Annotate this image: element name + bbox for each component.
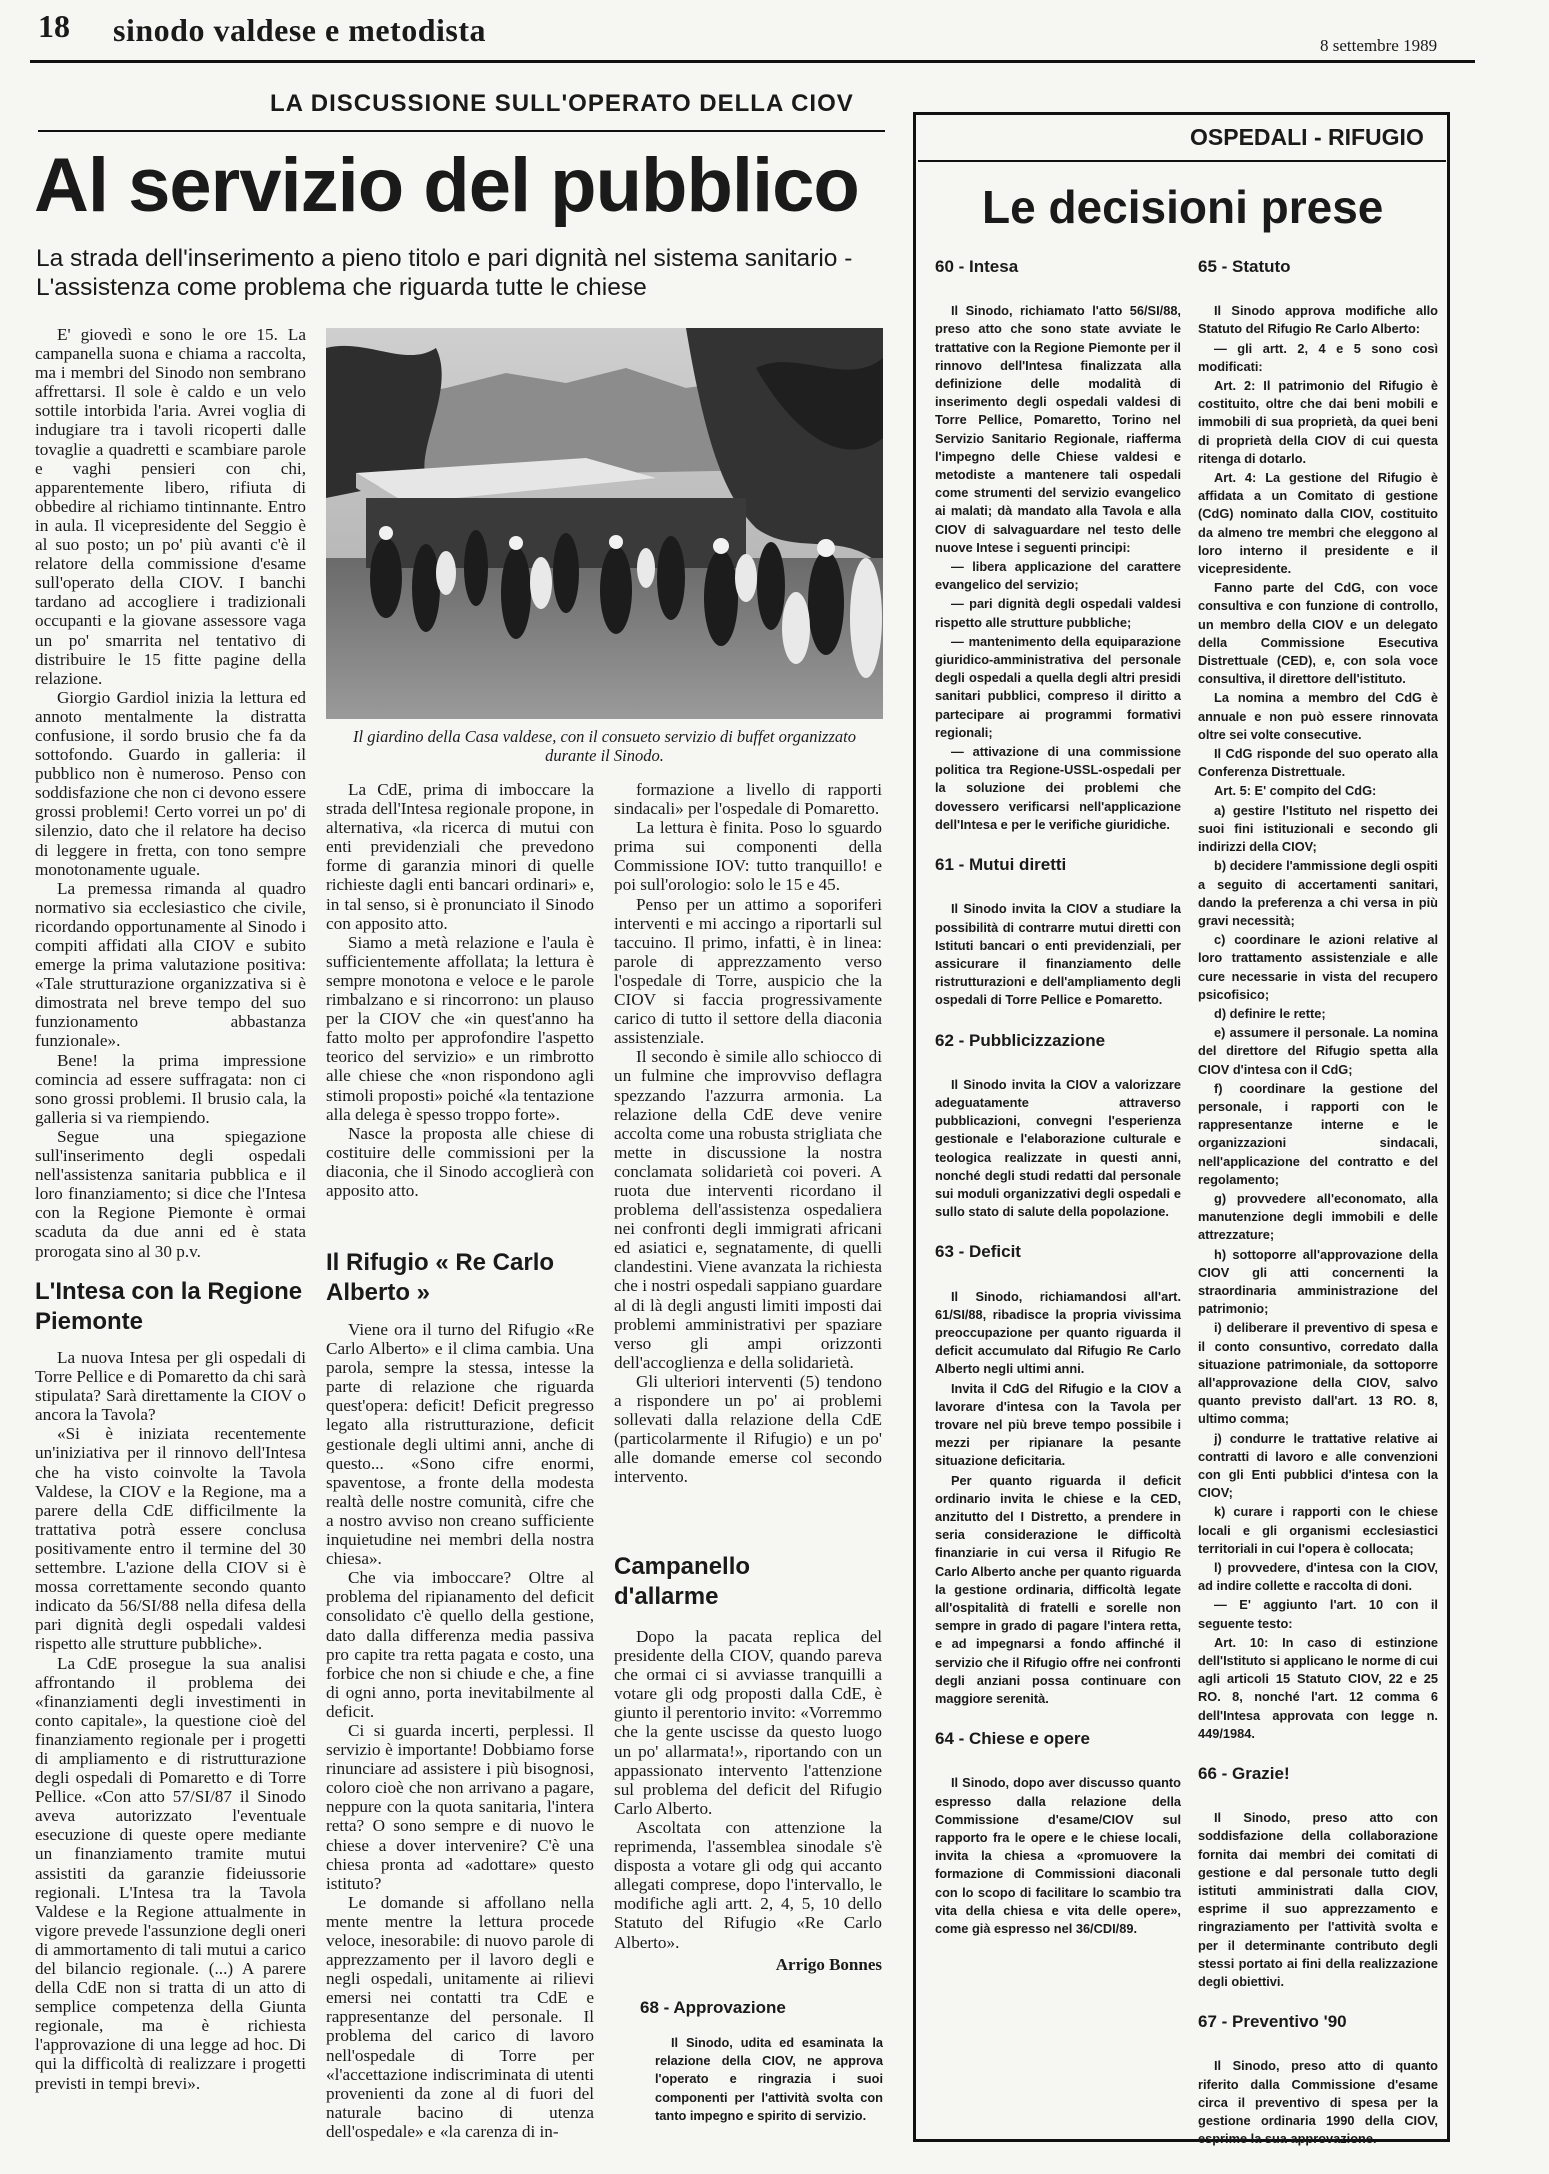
subhead-campanello: Campanello d'allarme [614,1553,751,1610]
article-column-1b [35,1348,306,2133]
decision-paragraph: Art. 4: La gestione del Rifugio è affidata a un Comitato di gestione (CdG) nominato dalla CIOV, costituito da almeno tre membri che eleggono al loro interno il presidente e il vicepresidente. [1198,470,1438,577]
decision-title: 61 - Mutui diretti [935,855,1067,875]
sidebar-right-column [1198,257,1438,2147]
decision-paragraph: Il Sinodo approva modifiche allo Statuto del Rifugio Re Carlo Alberto: [1198,303,1438,337]
decision-paragraph: — libera applicazione del carattere evangelico del servizio; [935,559,1181,593]
article-column-2b [326,1320,594,2141]
decision-title: 60 - Intesa [935,257,1019,276]
sidebar-left-column [935,258,1181,2118]
decision-paragraph: Il CdG risponde del suo operato alla Conferenza Distrettuale. [1198,746,1438,780]
col1-paragraph: La premessa rimanda al quadro normativo sia ecclesiastico che civile, ricordando opportunamente al Sinodo i compiti affidati alla CIOV e subito emerge la prima valutazione positiva: «Tale strutturazione organizzativa si è dimostrata nel breve tempo del suo funzionamento abbastanza funzionale». [35,878,306,1051]
decision-paragraph: d) definire le rette; [1214,1005,1326,1021]
decision-paragraph: Art. 2: Il patrimonio del Rifugio è costituito, oltre che dai beni mobili e immobili di sua proprietà, da quei beni di proprietà della CIOV di cui questa ritenga di dotarlo. [1198,378,1438,466]
decision-paragraph: Per quanto riguarda il deficit ordinario invita le chiese e la CED, anzitutto del I Distretto, a prendere in seria considerazione le difficoltà finanziarie in cui versa il Rifugio Re Carlo Alberto anche per quanto riguarda la gestione ordinaria, difficoltà legate all'ospitalità di fratelli e sorelle non sempre in grado di pagare l'intera retta, e ad impegnarsi a fondo affinché il servizio che il Rifugio offre nei confronti degli anziani possa continuare con maggiore serenità. [935,1472,1181,1707]
col3-paragraph: La lettura è finita. Poso lo sguardo prima sui componenti della Commissione IOV: tutto tranquillo! e poi sull'orologio: solo le 15 e 45. [614,818,882,895]
article-column-2 [326,780,594,1202]
col1-paragraph: Giorgio Gardiol inizia la lettura ed annoto mentalmente la distratta confusione, il sordo brusio che fa da sottofondo. Guardo in galleria: il pubblico non è numeroso. Penso con soddisfazione che non ci devono essere grossi problemi! Certo vorrei un po' di silenzio, dato che il relatore ha deciso di leggere in fretta, con tono sempre monotonamente uguale. [35,687,306,879]
subhead-intesa: L'Intesa con la Regione Piemonte [35,1278,303,1335]
col2-paragraph: Siamo a metà relazione e l'aula è sufficientemente affollata; la lettura è sempre monotona e veloce e le parole rimbalzano e si rincorrono: un plauso per la CIOV che «in quest'anno ha fatto molto per approfondire l'aspetto teorico del servizio» e un rimbrotto alle chiese che «non rispondono agli stimoli proposti» poiché «la tentazione alla delega è spesso troppo forte». [326,932,594,1124]
decision-68-title: 68 - Approvazione [640,1998,786,2017]
decision-title: 66 - Grazie! [1198,1764,1290,1784]
decision-title: 63 - Deficit [935,1242,1021,1262]
decision-paragraph: — pari dignità degli ospedali valdesi rispetto alle strutture pubbliche; [935,596,1181,630]
sidebar-title: Le decisioni prese [982,181,1384,233]
garden-photo-image [326,328,883,719]
col3-paragraph: formazione a livello di rapporti sindacali» per l'ospedale di Pomaretto. [614,780,882,819]
decision-paragraph: Il Sinodo invita la CIOV a valorizzare adeguatamente attraverso pubblicazioni, convegni l'esperienza gestionale e l'elaborazione culturale e teologica realizzate in questi anni, nonché degli studi redatti dal personale sui moduli organizzativi degli ospedali e sullo stato di salute della popolazione. [935,1076,1181,1220]
decision-paragraph: Il Sinodo, richiamandosi all'art. 61/SI/88, ribadisce la propria vivissima preoccupazione per quanto riguarda il deficit accumulato dal Rifugio Re Carlo Alberto negli ultimi anni. [935,1288,1181,1377]
col2-paragraph: Viene ora il turno del Rifugio «Re Carlo Alberto» e il clima cambia. Una parola, sempre la stessa, intesse la parte di relazione che riguarda quest'opera: deficit! Deficit pregresso legato alla ristrutturazione, deficit gestionale degli ultimi anni, anche di questo... «Sono cifre enormi, spaventose, a fronte della modesta realtà delle nostre comunità, cifre che a nostro avviso non creano sufficiente inquietudine nei membri della nostra chiesa». [326,1320,594,1569]
decision-paragraph: e) assumere il personale. La nomina del direttore del Rifugio spetta alla CIOV d'intesa con il CdG; [1198,1025,1438,1077]
col3-paragraph: Penso per un attimo a soporiferi interventi e mi accingo a riportarli sul taccuino. Il primo, infatti, è in linea: parole di apprezzamento verso l'ospedale di Torre, auspicio che la CIOV si faccia progressivamente carico di tutto il settore della diaconia assistenziale. [614,894,882,1048]
decision-paragraph: j) condurre le trattative relative ai contratti di lavoro e alle convenzioni con gli Enti pubblici d'intesa con la CIOV; [1198,1430,1438,1501]
decision-paragraph: Il Sinodo, dopo aver discusso quanto espresso dalla relazione della Commissione d'esame/CIOV sul rapporto fra le opere e le chiese locali, invita la chiesa a «promuovere la formazione di Commissioni diaconali con lo scopo di facilitare lo scambio tra vita della chiesa e vita delle opere», come già espresso nel 36/CDI/89. [935,1775,1181,1937]
col3-paragraph: Il secondo è simile allo schiocco di un fulmine che improvviso deflagra spezzando l'azzurra armonia. La relazione della CdE deve venire accolta come una robusta strigliata che mette in discussione la nostra conclamata solidarietà coi poveri. A ruota due interventi ricordano il problema dell'assistenza ospedaliera nei confronti degli immigrati africani ed asiatici e, segnatamente, di quelli clandestini. Viene avanzata la richiesta che i nostri ospedali sappiano guardare al di là degli angusti limiti imposti dai problemi amministrativi per spaziare verso gli ampi orizzonti dell'accoglienza e della solidarietà. [614,1047,882,1372]
decision-paragraph: i) deliberare il preventivo di spesa e il conto consuntivo, corredato dalla situazione patrimoniale, da sottoporre all'approvazione della CIOV, salvo quanto previsto dall'art. 13 RO. 8, ultimo comma; [1198,1320,1438,1427]
paper-title: sinodo valdese e metodista [113,12,486,48]
col1-paragraph: Bene! la prima impressione comincia ad essere suffragata: non ci sono grossi problemi. Il brusio cala, la galleria si va riempiendo. [35,1050,306,1127]
col2-paragraph: Nasce la proposta alle chiese di costituire delle commissioni per la diaconia, che il Sinodo accoglierà con apposito atto. [326,1123,594,1200]
page-number: 18 [38,8,70,44]
subtitle: La strada dell'inserimento a pieno titolo e pari dignità nel sistema sanitario - L'assistenza come problema che riguarda tutte le chiese [36,245,853,301]
decision-paragraph: Invita il CdG del Rifugio e la CIOV a lavorare d'intesa con la Tavola per trovare nel più breve tempo possibile i mezzi per ripianare la pesante situazione deficitaria. [935,1380,1181,1469]
decision-paragraph: Il Sinodo, richiamato l'atto 56/SI/88, preso atto che sono state avviate le trattative con la Regione Piemonte per il rinnovo dell'Intesa finalizzata alla definizione delle modalità di inserimento degli ospedali valdesi di Torre Pellice, Pomaretto, Torino nel Servizio Sanitario Regionale, riafferma l'impegno delle Chiese valdesi e metodiste a mantenere tali ospedali come strumenti del servizio evangelico ai malati; dà mandato alla Tavola e alla CIOV di salvaguardare nel testo delle nuove Intese i seguenti principi: [935,303,1181,555]
col1-paragraph: E' giovedì e sono le ore 15. La campanella suona e chiama a raccolta, ma i membri del Sinodo non sembrano affrettarsi. Il sole è caldo e un velo sottile intorbida l'aria. Avrei voglia di indugiare tra i tavoli ricoperti dalle tovaglie a quadretti e scambiare parole e vaghi pensieri con chi, apparentemente libero, rifiuta di obbedire al richiamo tintinnante. Entro in aula. Il vicepresidente del Seggio è al suo posto; un po' più avanti c'è il relatore della commissione d'esame sull'operato della CIOV. I banchi tardano ad accogliere i tradizionali occupanti e la giovane assessore vaga un po' smarrita nel tentativo di distribuire le 15 fitte pagine della relazione. [35,325,306,688]
issue-date: 8 settembre 1989 [1320,36,1438,55]
decision-paragraph: — attivazione di una commissione politica tra Regione-USSL-ospedali per la soluzione dei problemi che dovessero verificarsi nell'applicazione dell'Intesa e per le verifiche giuridiche. [935,744,1181,832]
decision-68-paragraph: Il Sinodo, udita ed esaminata la relazione della CIOV, ne approva l'operato e ringrazia i suoi componenti per l'attività svolta con tanto impegno e spirito di servizio. [655,2035,883,2123]
decision-title: 64 - Chiese e opere [935,1729,1090,1749]
sidebar-label-rule [918,160,1446,162]
col2-paragraph: Ci si guarda incerti, perplessi. Il servizio è importante! Dobbiamo forse rinunciare ad assistere i più bisognosi, coloro cioè che non arrivano a pagare, neppure con la quota sanitaria, l'intera retta? O sono sempre e di nuovo le chiese a dover intervenire? C'è una chiesa pronta ad «adottare» questo istituto? [326,1720,594,1893]
decision-paragraph: f) coordinare la gestione del personale, i rapporti con le rappresentanze interne e le organizzazioni sindacali, nell'applicazione del contratto e del regolamento; [1198,1080,1438,1187]
col2-paragraph: La CdE, prima di imboccare la strada dell'Intesa regionale propone, in alternativa, «la ricerca di mutui con enti previdenziali che prevedono forme di garanzia minori di quelle richieste dagli enti bancari ordinari» e, in tal senso, si è pronunciato il Sinodo con apposito atto. [326,780,594,933]
col2-paragraph: Le domande si affollano nella mente mentre la lettura procede veloce, inesorabile: di nuovo parole di apprezzamento per il lavoro degli e negli ospedali, unitamente ai rilievi emersi nei contatti tra CdE e rappresentanze del personale. Il problema del carico di lavoro nell'ospedale di Torre per «l'accettazione indiscriminata di utenti provenienti da zone al di fuori del naturale bacino di utenza dell'ospedale» e «la carenza di in- [326,1892,594,2141]
subhead-rifugio: Il Rifugio « Re Carlo Alberto » [326,1249,555,1306]
article-column-3b [614,1627,882,1952]
decision-paragraph: c) coordinare le azioni relative al loro trattamento assistenziale e alle cure necessarie in vista del recupero psicofisico; [1198,932,1438,1002]
col3-paragraph: Gli ulteriori interventi (5) tendono a rispondere un po' ai problemi sollevati dalla relazione della CdE (particolarmente il Rifugio) e un po' alle domande emerse col secondo intervento. [614,1371,882,1487]
decision-68-text [655,2034,883,2154]
decision-paragraph: La nomina a membro del CdG è annuale e non può essere rinnovata oltre sei volte consecutive. [1198,690,1438,742]
decision-paragraph: b) decidere l'ammissione degli ospiti a seguito di accertamenti sanitari, dando la preferenza a chi versa in più gravi necessità; [1198,858,1438,928]
decision-paragraph: Il Sinodo, preso atto di quanto riferito dalla Commissione d'esame circa il preventivo di spesa per la gestione ordinaria 1990 della CIOV, esprime la sua approvazione. [1198,2058,1438,2147]
decision-paragraph: a) gestire l'Istituto nel rispetto dei suoi fini istituzionali e secondo gli indirizzi della CIOV; [1198,802,1438,855]
decision-paragraph: — gli artt. 2, 4 e 5 sono così modificati: [1198,340,1438,374]
sidebar-label: OSPEDALI - RIFUGIO [1190,124,1424,150]
decision-paragraph: — E' aggiunto l'art. 10 con il seguente testo: [1198,1597,1438,1631]
decision-paragraph: Art. 5: E' compito del CdG: [1214,783,1377,799]
main-headline: Al servizio del pubblico [34,143,859,228]
photo-caption: Il giardino della Casa valdese, con il consueto servizio di buffet organizzato durante il Sinodo. [353,727,856,765]
author-signature: Arrigo Bonnes [775,1955,882,1974]
col3-paragraph: Ascoltata con attenzione la reprimenda, l'assemblea sinodale s'è disposta a votare gli odg qui accanto allegati comprese, dopo l'intervallo, le modifiche agli artt. 2, 4, 5, 10 dello Statuto del Rifugio «Re Carlo Alberto». [614,1817,882,1952]
decision-title: 65 - Statuto [1198,257,1291,276]
col1-paragraph: Segue una spiegazione sull'inserimento degli ospedali nell'assistenza sanitaria pubblica e il loro finanziamento; si dice che l'Intesa con la Regione Piemonte è ormai scaduta da due anni ed è stata prorogata sino al 30 p.v. [35,1126,306,1261]
decision-paragraph: — mantenimento della equiparazione giuridico-amministrativa del personale degli ospedali a quella degli altri presidi sanitari pubblici, compreso il diritto a partecipare ai programmi formativi regionali; [935,633,1181,740]
section-banner: LA DISCUSSIONE SULL'OPERATO DELLA CIOV [270,90,854,117]
banner-rule [38,130,885,132]
garden-photo [326,328,883,719]
col1-paragraph: «Si è iniziata recentemente un'iniziativa per il rinnovo dell'Intesa che ha visto coinvolte la Tavola Valdese, la CIOV e la Regione, ma a parere della CdE difficilmente la trattativa potrà essere conclusa positivamente entro il termine del 30 settembre. L'azione della CIOV si è mossa correttamente secondo quanto indicato da 56/SI/88 nella difesa della pari dignità degli ospedali valdesi rispetto alle strutture pubbliche». [35,1424,306,1654]
decision-paragraph: Il Sinodo invita la CIOV a studiare la possibilità di contrarre mutui diretti con Istituti bancari o enti previdenziali, per assicurare il finanziamento delle ristrutturazioni e dell'ampliamento degli ospedali di Torre Pellice e Pomaretto. [935,901,1181,1008]
col1-paragraph: La nuova Intesa per gli ospedali di Torre Pellice e di Pomaretto da chi sarà stipulata? Sarà direttamente la CIOV o ancora la Tavola? [35,1348,306,1425]
col2-paragraph: Che via imboccare? Oltre al problema del ripianamento del deficit consolidato c'è quello della gestione, dato dalla differenza media passiva pro capite tra retta pagata e costo, una forbice che non si chiude e che, a fine di ogni anno, porta inevitabilmente al deficit. [326,1568,594,1721]
masthead-rule [30,60,1475,63]
decision-paragraph: g) provvedere all'economato, alla manutenzione degli immobili e delle attrezzature; [1198,1190,1438,1243]
decision-paragraph: Fanno parte del CdG, con voce consultiva e con funzione di controllo, un membro della CIOV e un delegato della Commissione Esecutiva Distrettuale (CED), e, con sola voce consultiva, il direttore dell'istituto. [1198,580,1438,687]
decision-paragraph: k) curare i rapporti con le chiese locali e gli organismi ecclesiastici territoriali in cui l'opera è collocata; [1198,1504,1438,1556]
decision-title: 67 - Preventivo '90 [1198,2012,1347,2032]
decision-paragraph: Art. 10: In caso di estinzione dell'Istituto si applicano le norme di cui agli articoli 15 Statuto CIOV, 22 e 25 RO. 8, nonché l'art. 12 comma 6 dell'Intesa approvata con legge n. 449/1984. [1198,1634,1438,1741]
decision-paragraph: h) sottoporre all'approvazione della CIOV gli atti concernenti la straordinaria amministrazione del patrimonio; [1198,1246,1438,1317]
decision-paragraph: l) provvedere, d'intesa con la CIOV, ad indire collette e raccolta di doni. [1198,1560,1438,1594]
decision-title: 62 - Pubblicizzazione [935,1030,1106,1050]
article-column-3 [614,780,882,1530]
col3-paragraph: Dopo la pacata replica del presidente della CIOV, quando pareva che ormai ci si avviasse tranquilli a votare gli odg proposti dalla CdE, è giunto il perentorio invito: «Vorremmo che la gente uscisse da questo luogo un po' allarmata!», riportando con un appassionato intervento l'attenzione sul problema del deficit del Rifugio Carlo Alberto. [614,1627,882,1818]
decision-paragraph: Il Sinodo, preso atto con soddisfazione della collaborazione fornita dai membri dei comitati di gestione e dal personale tutto degli istituti amministrati dalla CIOV, esprime il suo apprezzamento e ringraziamento per l'attività svolta e per il determinante contributo degli stessi portato ai fini della realizzazione degli obiettivi. [1198,1810,1438,1990]
col1-paragraph: La CdE prosegue la sua analisi affrontando il problema dei «finanziamenti degli investimenti in conto capitale», la questione cioè del finanziamento regionale per i progetti di ampliamento e di ristrutturazione degli ospedali di Pomaretto e di Torre Pellice. «Con atto 57/SI/87 il Sinodo aveva autorizzato l'eventuale esecuzione di queste opere mediante un finanziamento tramite mutui assistiti da garanzie fideiussorie regionali. L'Intesa tra la Tavola Valdese e la Regione attualmente in vigore prevede l'assunzione degli oneri di ammortamento di tali mutui a carico del bilancio regionale. (...) A parere della CdE non si tratta di un atto di semplice competenza della Giunta regionale, ma è richiesta l'approvazione di una legge ad hoc. Di qui la difficoltà di realizzare i progetti previsti in tempi brevi». [35,1653,306,2093]
